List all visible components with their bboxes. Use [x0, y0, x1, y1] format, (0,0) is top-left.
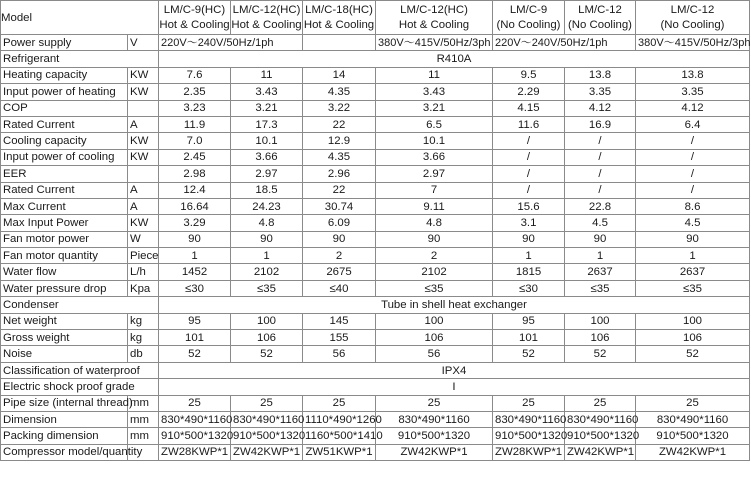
value-cell: ≤40	[303, 280, 376, 296]
power-value: 220V～240V/50Hz/1ph	[159, 35, 303, 51]
row-unit: kg	[128, 330, 159, 346]
value-cell: 13.8	[565, 67, 636, 83]
row-unit: mm	[128, 411, 159, 427]
value-cell: 3.21	[376, 100, 493, 116]
row-label: Water pressure drop	[1, 280, 128, 296]
value-cell: /	[493, 149, 565, 165]
row-label: Fan motor quantity	[1, 248, 128, 264]
row-unit	[128, 100, 159, 116]
input-power-of-heating-row	[1, 84, 750, 100]
value-cell: ≤30	[159, 280, 231, 296]
value-cell: 4.35	[303, 149, 376, 165]
value-cell: 11	[231, 67, 303, 83]
value-cell: 100	[565, 313, 636, 329]
value-cell: ≤35	[376, 280, 493, 296]
rated-current-row	[1, 182, 750, 198]
value-cell: 830*490*1160	[565, 411, 636, 427]
row-label: Input power of heating	[1, 84, 128, 100]
value-cell: /	[636, 149, 750, 165]
value-cell: 4.12	[636, 100, 750, 116]
value-cell: 90	[159, 231, 231, 247]
value-cell: 10.1	[231, 133, 303, 149]
row-label: COP	[1, 100, 128, 116]
value-cell: 90	[493, 231, 565, 247]
row-label: Water flow	[1, 264, 128, 280]
value-cell: 3.43	[376, 84, 493, 100]
model-header: LM/C-12(HC) Hot & Cooling	[376, 1, 493, 35]
value-cell: 11.6	[493, 116, 565, 132]
row-unit: A	[128, 198, 159, 214]
value-cell: 25	[303, 395, 376, 411]
value-cell: 52	[636, 346, 750, 362]
noise-row	[1, 346, 750, 362]
value-cell: 1	[493, 248, 565, 264]
value-cell: 18.5	[231, 182, 303, 198]
value-cell: 106	[231, 330, 303, 346]
value-cell: 1110*490*1260	[303, 411, 376, 427]
row-unit: KW	[128, 67, 159, 83]
value-cell: 910*500*1320	[565, 428, 636, 444]
value-cell: 7	[376, 182, 493, 198]
value-cell: 22.8	[565, 198, 636, 214]
cop-row	[1, 100, 750, 116]
value-cell: 2.96	[303, 166, 376, 182]
value-cell: 25	[636, 395, 750, 411]
value-cell: 13.8	[636, 67, 750, 83]
value-cell: ≤35	[231, 280, 303, 296]
value-cell: 830*490*1160	[376, 411, 493, 427]
value-cell: 2.97	[376, 166, 493, 182]
fan-motor-quantity-row	[1, 248, 750, 264]
value-cell: 830*490*1160	[636, 411, 750, 427]
value-cell: 830*490*1160	[159, 411, 231, 427]
value-cell: 106	[636, 330, 750, 346]
value-cell: 95	[159, 313, 231, 329]
value-cell: 2102	[376, 264, 493, 280]
value-cell: 6.4	[636, 116, 750, 132]
input-power-of-cooling-row	[1, 149, 750, 165]
value-cell: 3.21	[231, 100, 303, 116]
power-supply-row	[1, 35, 750, 51]
value-cell: 100	[376, 313, 493, 329]
value-cell: 52	[565, 346, 636, 362]
water-pressure-drop-row	[1, 280, 750, 296]
row-label: Rated Current	[1, 182, 128, 198]
value-cell: 2	[376, 248, 493, 264]
row-unit: KW	[128, 84, 159, 100]
shock-grade-value: I	[159, 379, 750, 395]
row-label: Cooling capacity	[1, 133, 128, 149]
row-label: Electric shock proof grade	[1, 379, 159, 395]
row-unit: V	[128, 35, 159, 51]
dimension-row	[1, 411, 750, 427]
value-cell: 106	[376, 330, 493, 346]
value-cell: 25	[493, 395, 565, 411]
value-cell: 3.43	[231, 84, 303, 100]
value-cell: 4.5	[636, 215, 750, 231]
value-cell: 100	[231, 313, 303, 329]
condenser-row	[1, 297, 750, 313]
value-cell: 2.35	[159, 84, 231, 100]
value-cell: /	[493, 133, 565, 149]
value-cell: /	[565, 133, 636, 149]
value-cell: 100	[636, 313, 750, 329]
value-cell: ZW42KWP*1	[376, 444, 493, 460]
value-cell: 4.8	[376, 215, 493, 231]
value-cell: /	[636, 166, 750, 182]
row-label: Dimension	[1, 411, 128, 427]
row-label: Compressor model/quantity	[1, 444, 128, 460]
value-cell: 17.3	[231, 116, 303, 132]
heating-capacity-row	[1, 67, 750, 83]
model-header: LM/C-9(HC) Hot & Cooling	[159, 1, 231, 35]
value-cell: 1	[159, 248, 231, 264]
value-cell: 910*500*1320	[376, 428, 493, 444]
row-unit: mm	[128, 395, 159, 411]
value-cell: 25	[565, 395, 636, 411]
compressor-model-quantity-row	[1, 444, 750, 460]
row-unit: KW	[128, 215, 159, 231]
model-header: LM/C-12 (No Cooling)	[636, 1, 750, 35]
value-cell: ≤30	[493, 280, 565, 296]
header-row	[1, 1, 750, 35]
value-cell: ZW42KWP*1	[636, 444, 750, 460]
value-cell: 2102	[231, 264, 303, 280]
max-input-power-row	[1, 215, 750, 231]
value-cell: 101	[159, 330, 231, 346]
value-cell: ZW42KWP*1	[565, 444, 636, 460]
pipe-size-internal-thread-row	[1, 395, 750, 411]
row-label: Noise	[1, 346, 128, 362]
value-cell: 7.0	[159, 133, 231, 149]
model-header: LM/C-9 (No Cooling)	[493, 1, 565, 35]
value-cell: 145	[303, 313, 376, 329]
net-weight-row	[1, 313, 750, 329]
row-label: Heating capacity	[1, 67, 128, 83]
value-cell: /	[493, 182, 565, 198]
model-label: Model	[1, 1, 159, 35]
value-cell: ZW51KWP*1	[303, 444, 376, 460]
value-cell: 11.9	[159, 116, 231, 132]
row-label: Gross weight	[1, 330, 128, 346]
row-unit: kg	[128, 313, 159, 329]
value-cell: 52	[159, 346, 231, 362]
value-cell: 910*500*1320	[493, 428, 565, 444]
power-value: 380V～415V/50Hz/3ph	[376, 35, 493, 51]
value-cell: 4.15	[493, 100, 565, 116]
row-unit	[128, 166, 159, 182]
value-cell: 830*490*1160	[231, 411, 303, 427]
row-label: Pipe size (internal thread)	[1, 395, 128, 411]
value-cell: 2	[303, 248, 376, 264]
value-cell: 3.35	[565, 84, 636, 100]
row-unit: mm	[128, 428, 159, 444]
value-cell: 830*490*1160	[493, 411, 565, 427]
spec-group-performance	[1, 67, 750, 296]
value-cell: ≤35	[565, 280, 636, 296]
value-cell: 1815	[493, 264, 565, 280]
waterproof-value: IPX4	[159, 362, 750, 378]
row-unit: Kpa	[128, 280, 159, 296]
value-cell: 11	[376, 67, 493, 83]
value-cell: 4.12	[565, 100, 636, 116]
value-cell: 2.97	[231, 166, 303, 182]
row-unit: KW	[128, 149, 159, 165]
cooling-capacity-row	[1, 133, 750, 149]
value-cell: 12.4	[159, 182, 231, 198]
row-label: Classification of waterproof	[1, 362, 159, 378]
refrigerant-value: R410A	[159, 51, 750, 67]
value-cell: 2637	[565, 264, 636, 280]
value-cell: 1160*500*1410	[303, 428, 376, 444]
value-cell: /	[565, 166, 636, 182]
value-cell: ZW42KWP*1	[231, 444, 303, 460]
value-cell: 10.1	[376, 133, 493, 149]
value-cell: 90	[565, 231, 636, 247]
value-cell: 1	[636, 248, 750, 264]
fan-motor-power-row	[1, 231, 750, 247]
value-cell: 9.11	[376, 198, 493, 214]
value-cell: 30.74	[303, 198, 376, 214]
value-cell: 3.66	[376, 149, 493, 165]
row-label: Refrigerant	[1, 51, 159, 67]
spec-group-dimensions	[1, 395, 750, 461]
model-header: LM/C-12 (No Cooling)	[565, 1, 636, 35]
value-cell: 3.35	[636, 84, 750, 100]
value-cell: 1	[565, 248, 636, 264]
value-cell: ≤35	[636, 280, 750, 296]
value-cell: 1452	[159, 264, 231, 280]
value-cell: /	[493, 166, 565, 182]
value-cell: 2637	[636, 264, 750, 280]
value-cell: 90	[231, 231, 303, 247]
max-current-row	[1, 198, 750, 214]
eer-row	[1, 166, 750, 182]
value-cell: 3.23	[159, 100, 231, 116]
value-cell: 2.45	[159, 149, 231, 165]
value-cell: 2.29	[493, 84, 565, 100]
rated-current-row	[1, 116, 750, 132]
row-unit: W	[128, 231, 159, 247]
value-cell: 4.5	[565, 215, 636, 231]
value-cell: 3.22	[303, 100, 376, 116]
value-cell: 910*500*1320	[159, 428, 231, 444]
row-label: Max Input Power	[1, 215, 128, 231]
row-label: EER	[1, 166, 128, 182]
refrigerant-row	[1, 51, 750, 67]
value-cell: 90	[376, 231, 493, 247]
value-cell: 24.23	[231, 198, 303, 214]
value-cell: 2.98	[159, 166, 231, 182]
value-cell: 1	[231, 248, 303, 264]
value-cell: 910*500*1320	[636, 428, 750, 444]
condenser-value: Tube in shell heat exchanger	[159, 297, 750, 313]
value-cell: 910*500*1320	[231, 428, 303, 444]
row-unit: db	[128, 346, 159, 362]
value-cell: 90	[303, 231, 376, 247]
value-cell: 14	[303, 67, 376, 83]
value-cell: /	[565, 149, 636, 165]
value-cell: 3.1	[493, 215, 565, 231]
value-cell: 3.66	[231, 149, 303, 165]
value-cell: 16.9	[565, 116, 636, 132]
value-cell: 106	[565, 330, 636, 346]
value-cell: 22	[303, 182, 376, 198]
row-label: Input power of cooling	[1, 149, 128, 165]
value-cell: /	[636, 133, 750, 149]
power-value: 380V～415V/50Hz/3ph	[636, 35, 750, 51]
waterproof-row	[1, 362, 750, 378]
row-unit: A	[128, 182, 159, 198]
value-cell: 3.29	[159, 215, 231, 231]
value-cell: 15.6	[493, 198, 565, 214]
value-cell: 52	[493, 346, 565, 362]
packing-dimension-row	[1, 428, 750, 444]
value-cell: /	[636, 182, 750, 198]
row-label: Net weight	[1, 313, 128, 329]
value-cell: /	[565, 182, 636, 198]
row-unit: Piece	[128, 248, 159, 264]
value-cell: 12.9	[303, 133, 376, 149]
row-label: Rated Current	[1, 116, 128, 132]
row-label: Fan motor power	[1, 231, 128, 247]
value-cell: ZW28KWP*1	[159, 444, 231, 460]
row-label: Packing dimension	[1, 428, 128, 444]
model-header: LM/C-18(HC) Hot & Cooling	[303, 1, 376, 35]
value-cell: 25	[231, 395, 303, 411]
value-cell: 52	[231, 346, 303, 362]
value-cell: 25	[159, 395, 231, 411]
value-cell: 4.35	[303, 84, 376, 100]
value-cell: 6.09	[303, 215, 376, 231]
row-label: Condenser	[1, 297, 159, 313]
value-cell: 16.64	[159, 198, 231, 214]
value-cell: 7.6	[159, 67, 231, 83]
row-label: Power supply	[1, 35, 128, 51]
row-unit: L/h	[128, 264, 159, 280]
value-cell: 56	[376, 346, 493, 362]
value-cell: ZW28KWP*1	[493, 444, 565, 460]
row-unit: A	[128, 116, 159, 132]
power-value-empty	[303, 35, 376, 51]
value-cell: 8.6	[636, 198, 750, 214]
value-cell: 101	[493, 330, 565, 346]
value-cell: 4.8	[231, 215, 303, 231]
value-cell: 25	[376, 395, 493, 411]
value-cell: 6.5	[376, 116, 493, 132]
power-value: 220V～240V/50Hz/1ph	[493, 35, 636, 51]
value-cell: 22	[303, 116, 376, 132]
row-unit: KW	[128, 133, 159, 149]
model-header: LM/C-12(HC) Hot & Cooling	[231, 1, 303, 35]
value-cell: 9.5	[493, 67, 565, 83]
value-cell: 95	[493, 313, 565, 329]
value-cell: 90	[636, 231, 750, 247]
value-cell: 155	[303, 330, 376, 346]
row-label: Max Current	[1, 198, 128, 214]
value-cell: 2675	[303, 264, 376, 280]
water-flow-row	[1, 264, 750, 280]
spec-group-weight	[1, 313, 750, 362]
gross-weight-row	[1, 330, 750, 346]
shock-grade-row	[1, 379, 750, 395]
value-cell: 56	[303, 346, 376, 362]
